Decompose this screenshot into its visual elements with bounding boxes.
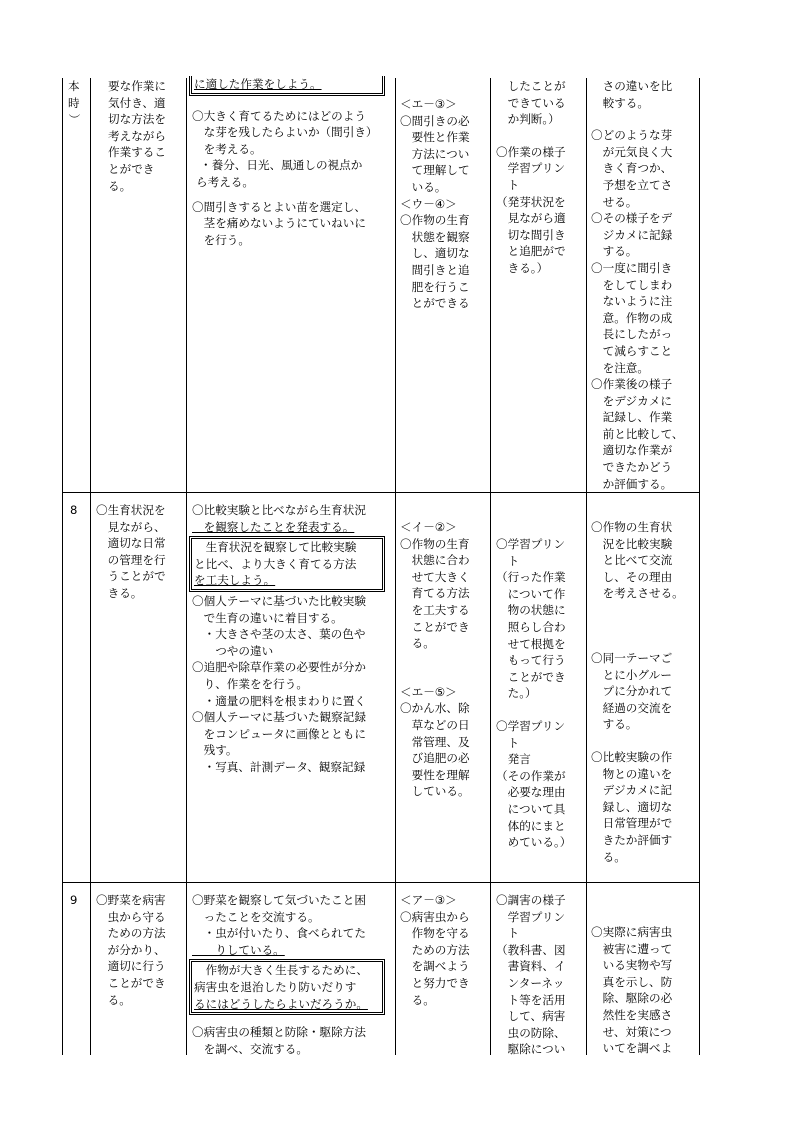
row-top-teaching-notes: さの違いを比 較する。 〇どのような芽 が元気良く大 きく育つか、 予想を立てさ せる。 〇その様子をデ ジカメに記録 する。 〇一度に間引き をしてしまわ ないように注 意。作物の成 長にしたがっ て減らすこと を注意。 〇作業後の様子 をデジカメに 記録し、作業 前と比較して、 適切な作業が できたかどう か評価する。	[591, 79, 684, 491]
row-top-evaluation-criteria: ＜エ－③＞ 〇間引きの必 要性と作業 方法につい て理解して いる。 ＜ウ－④＞ 〇作物の生育 状態を観察 し、適切な 間引きと追 肥を行うこ とができる	[400, 97, 470, 311]
table-border-right	[699, 78, 700, 1055]
row-8-objective: 〇生育状況を 見ながら、 適切な日常 の管理を行 うことがで きる。	[96, 503, 166, 600]
column-divider-2	[186, 78, 187, 1055]
row-divider-2	[62, 882, 700, 883]
row-8-evaluation-criteria: ＜イ－②＞ 〇作物の生育 状態に合わ せて大きく 育てる方法 を工夫する ことができ る。 ＜エ－⑤＞ 〇かん水、除 草などの日 常管理、及 び追肥の必 要性を理解 している。	[400, 520, 470, 799]
row-top-assessment-method: したことが できている か判断。） 〇作業の様子 学習プリン ト （発芽状況を 見ながら適 切な間引き と追肥がで きる。）	[496, 79, 566, 275]
row-8-task-box: 生育状況を観察して比較実験 と比べ、より大きく育てる方法 を工夫しよう。	[189, 536, 385, 592]
row-8-number: 8	[70, 503, 78, 517]
row-8-teaching-notes: 〇作物の生育状 況を比較実験 と比べて交流 し、その理由 を考えさせる。 〇同一テーマご とに小グルー プに分かれて 経過の交流を する。 〇比較実験の作 物との違いを デジカメに記 録し、適切な 日常管理がで きたか評価す る。	[591, 520, 684, 864]
row-8-activities: 〇比較実験と比べながら生育状況 を観察したことを発表する。 生育状況を観察して比較実験 と比べ、より大きく育てる方法 を工夫しよう。 〇個人テーマに基づいた比較実験 で生育の違いに着目する。 ・大きさや茎の太さ、葉の色や つやの違い 〇追肥や除草作業の必要性が分か り、作業をを行う。 ・適量の肥料を根まわりに置く 〇個人テーマに基づいた観察記録 をコンピュータに画像とともに 残す。 ・写真、計測データ、観察記録	[192, 502, 392, 776]
row-9-assessment-method: 〇調害の様子 学習プリン ト （教科書、図 書資料、イ ンターネッ ト等を活用 して、病害 虫の防除、 駆除につい	[496, 893, 566, 1057]
row-9-evaluation-criteria: ＜ア－③＞ 〇病害虫から 作物を守る ための方法 を調べよう と努力でき る。	[400, 893, 470, 1007]
row-9-activities: 〇野菜を観察して気づいたこと困 ったことを交流する。 ・虫が付いたり、食べられてた りしている。 作物が大きく生長するために、 病害虫を退治したり防いだりす るにはどうしたらよいだろうか。 〇病害虫の種類と防除・駆除方法 を調べ、交流する。	[192, 892, 392, 1057]
row-9-teaching-notes: 〇実際に病害虫 被害に遭って いる実物や写 真を示し、防 除、駆除の必 然性を実感さ せ、対策につ いてを調べよ	[591, 925, 673, 1056]
column-divider-3	[395, 78, 396, 1055]
column-divider-4	[490, 78, 491, 1055]
row-8-assessment-method: 〇学習プリン ト （行った作業 について作 物の状態に 照らし合わ せて根拠を もって行う ことができ た。） 〇学習プリン ト 発言 （その作業が 必要な理由 について具 体的にまと めている。）	[496, 537, 572, 850]
row-9-number: 9	[70, 893, 78, 907]
row-top-label: 本 時 ）	[67, 79, 82, 126]
row-9-objective: 〇野菜を病害 虫から守る ための方法 が分かり、 適切に行う ことができ る。	[96, 893, 166, 1007]
column-divider-5	[586, 78, 587, 1055]
task-box-tail: に適した作業をしよう。	[189, 76, 385, 96]
row-top-activities: に適した作業をしよう。 〇大きく育てるためにはどのよう な芽を残したらよいか（間引き） を考える。 ・養分、日光、風通しの視点か ら考える。 〇間引きするとよい苗を選定し、 茎を痛めないようにていねいに を行う。	[192, 78, 392, 248]
row-9-task-box: 作物が大きく生長するために、 病害虫を退治したり防いだりす るにはどうしたらよいだろうか。	[189, 959, 385, 1015]
row-top-objective: 要な作業に 気付き、適 切な方法を 考えながら 作業するこ とができ る。	[108, 79, 166, 193]
table-border-left	[62, 78, 63, 1055]
column-divider-1	[90, 78, 91, 1055]
